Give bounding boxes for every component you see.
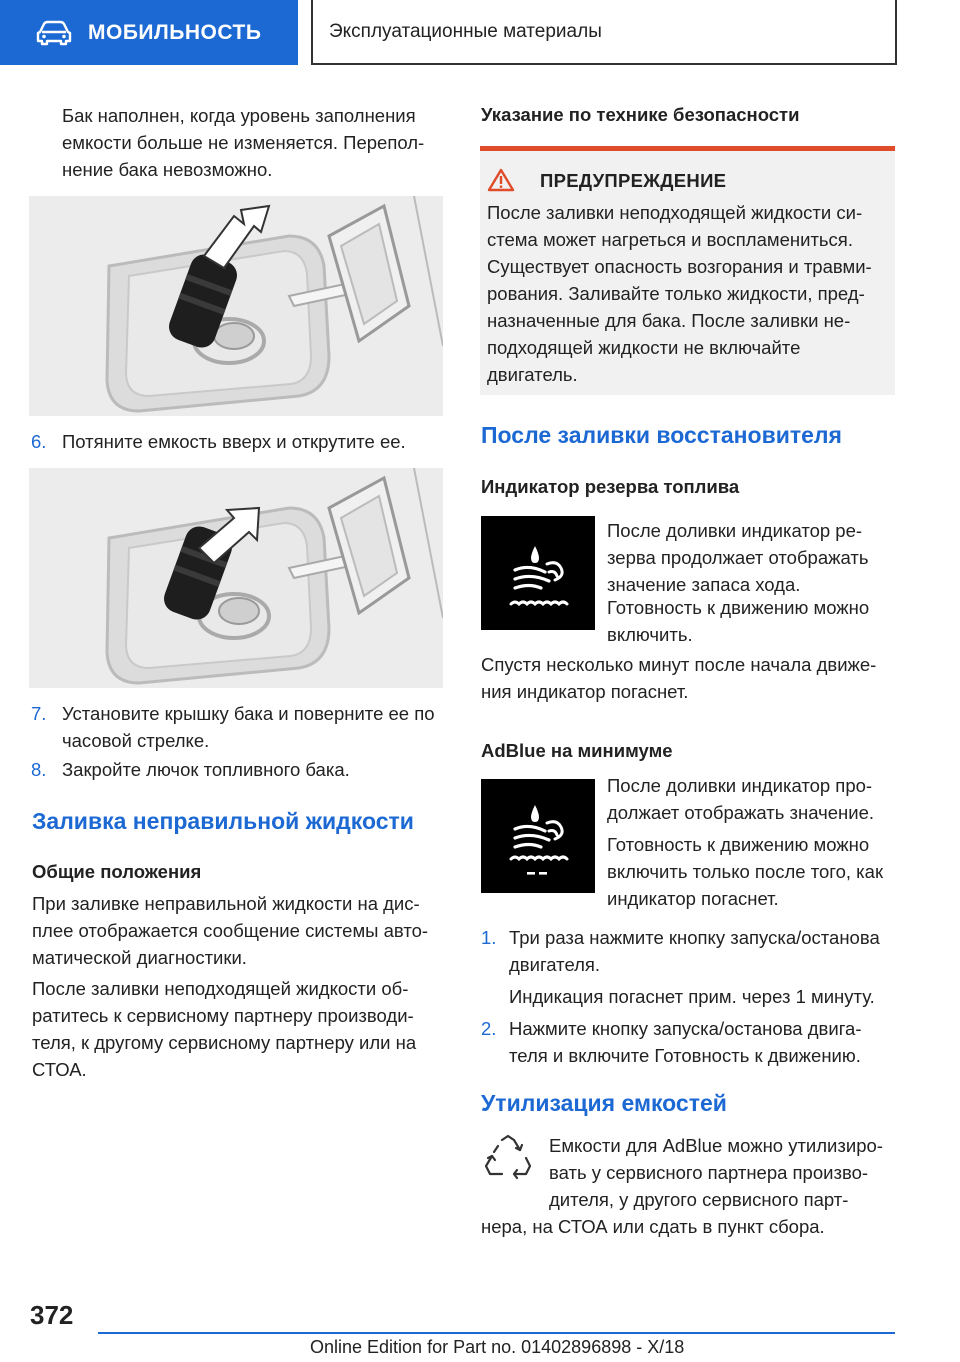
footer-divider xyxy=(98,1332,895,1334)
step-8-number: 8. xyxy=(31,759,47,780)
reserve-text-1: После доливки индикатор ре- зерва продолжает отображать значение запаса хода. xyxy=(607,520,869,595)
intro-paragraph: Бак наполнен, когда уровень заполнения емкости больше не изменяется. Перепол- нение бака невозможно. xyxy=(62,105,425,180)
disposal-text-last: нера, на СТОА или сдать в пункт сбора. xyxy=(481,1216,825,1237)
step-6-text: Потяните емкость вверх и открутите ее. xyxy=(62,431,406,452)
adblue-reserve-indicator xyxy=(481,516,595,630)
reserve-text-2: Готовность к движению можно включить. xyxy=(607,597,870,645)
general-paragraph-2: После заливки неподходящей жидкости об- ратитесь к сервисному партнеру производи- теля, к другому сервисному партнеру или на СТОА. xyxy=(32,978,417,1080)
adblue-minimum-icon xyxy=(481,779,595,893)
chapter-title: Эксплуатационные материалы xyxy=(329,20,602,42)
section-title: МОБИЛЬНОСТЬ xyxy=(88,20,262,44)
page-number: 372 xyxy=(30,1300,74,1330)
warning-triangle-icon xyxy=(487,168,515,192)
warning-title: ПРЕДУПРЕЖДЕНИЕ xyxy=(540,170,727,191)
safety-heading: Указание по технике безопасности xyxy=(481,104,800,125)
step-2-text: Нажмите кнопку запуска/останова двига- теля и включите Готовность к движению. xyxy=(509,1018,862,1066)
disposal-heading: Утилизация емкостей xyxy=(481,1090,727,1116)
step-7-number: 7. xyxy=(31,703,47,724)
general-heading: Общие положения xyxy=(32,861,202,882)
adblue-minimum-heading: AdBlue на минимуме xyxy=(481,740,673,761)
step-6-number: 6. xyxy=(31,431,47,452)
footer-edition: Online Edition for Part no. 01402896898 - X/18 xyxy=(310,1337,685,1357)
reserve-indicator-heading: Индикатор резерва топлива xyxy=(481,476,740,497)
recycling-icon xyxy=(482,1132,534,1184)
chapter-header xyxy=(311,0,897,65)
step-2-number: 2. xyxy=(481,1018,497,1039)
step-1-note: Индикация погаснет прим. через 1 минуту. xyxy=(509,986,875,1007)
minimum-text-2: Готовность к движению можно включить только после того, как индикатор погаснет. xyxy=(607,834,884,909)
step-1-number: 1. xyxy=(481,927,497,948)
reserve-text-3: Спустя несколько минут после начала движе- ния индикатор погаснет. xyxy=(481,654,877,702)
wrong-fluid-heading: Заливка неправильной жидкости xyxy=(32,808,414,834)
step-8-text: Закройте лючок топливного бака. xyxy=(62,759,350,780)
fuel-filler-photo-insert xyxy=(29,196,443,416)
fuel-filler-photo-remove xyxy=(29,468,443,688)
adblue-minimum-indicator xyxy=(481,779,595,893)
warning-text: После заливки неподходящей жидкости си- стема может нагреться и воспламениться. Существует опасность возгорания и травми- рования. Заливайте только жидкости, пред- назначенные для бака. После заливки не- подходящей жидкости не включайте двигатель. xyxy=(487,202,872,385)
step-1-text: Три раза нажмите кнопку запуска/останова двигателя. xyxy=(509,927,880,975)
car-icon xyxy=(36,20,72,46)
step-7-text: Установите крышку бака и поверните ее по часовой стрелке. xyxy=(62,703,435,751)
disposal-text-indented: Емкости для AdBlue можно утилизиро- вать у сервисного партнера произво- дителя, у другого сервисного парт- xyxy=(549,1135,883,1210)
general-paragraph-1: При заливке неправильной жидкости на дис- плее отображается сообщение системы авто- матической диагностики. xyxy=(32,893,429,968)
section-header xyxy=(0,0,298,65)
minimum-text-1: После доливки индикатор про- должает отображать значение. xyxy=(607,775,875,823)
after-refill-heading: После заливки восстановителя xyxy=(481,422,842,448)
adblue-reserve-icon xyxy=(481,516,595,630)
